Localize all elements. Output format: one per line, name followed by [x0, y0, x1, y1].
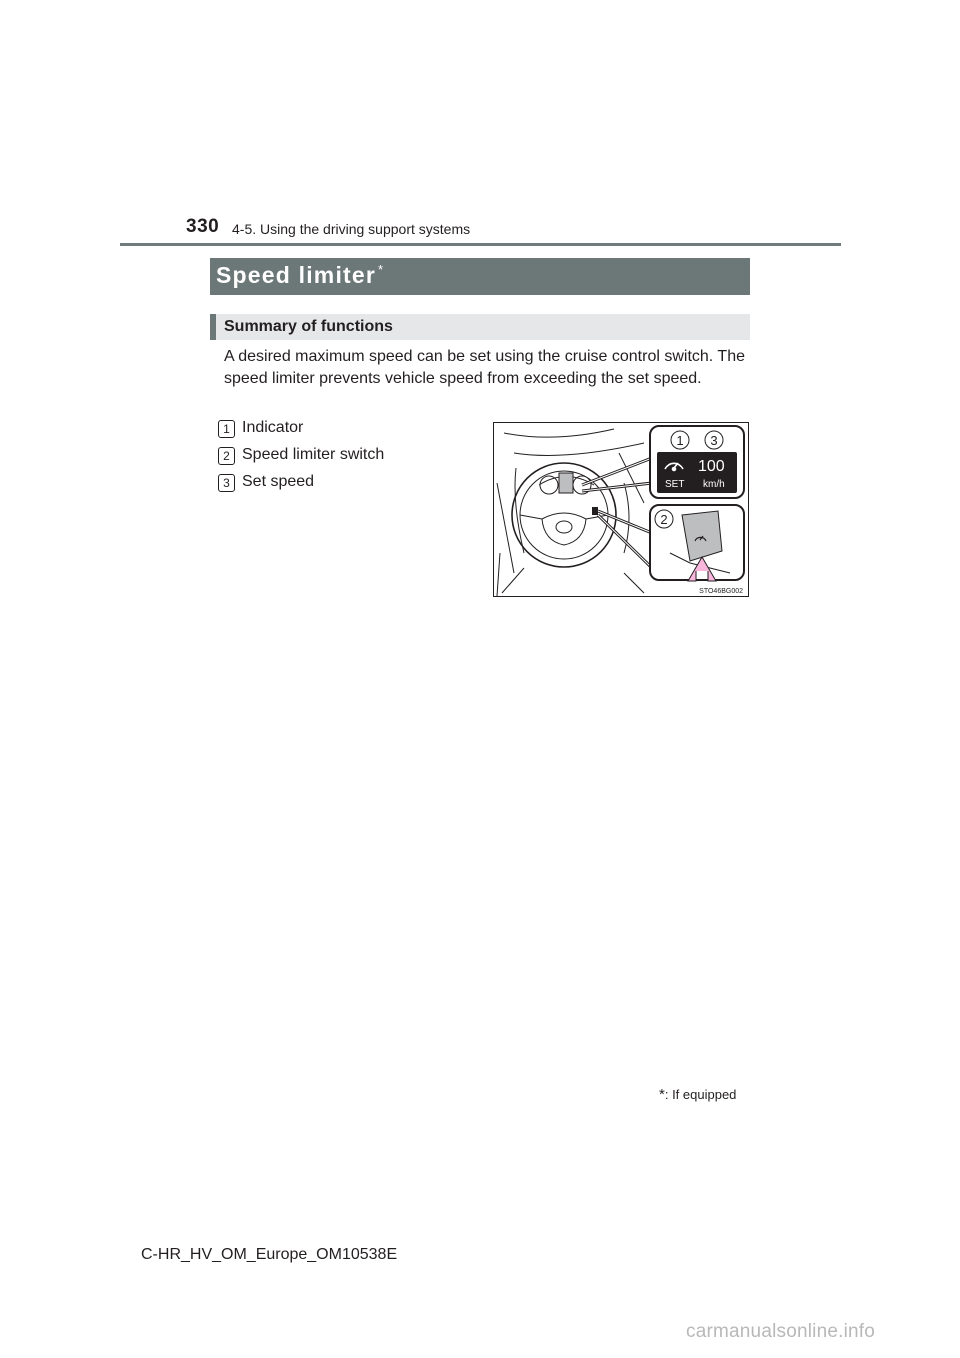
if-equipped-note: [659, 1086, 736, 1103]
header-rule: [120, 243, 841, 246]
document-code: C-HR_HV_OM_Europe_OM10538E: [141, 1246, 398, 1263]
asterisk-icon: *: [659, 1086, 665, 1103]
display-speed-value: 100: [698, 458, 725, 475]
switch-location: [592, 507, 598, 515]
callout-number-3: 3: [710, 433, 718, 448]
callout-number-2: 2: [660, 512, 668, 527]
legend-number: 3: [218, 474, 235, 492]
body-paragraph: A desired maximum speed can be set using the cruise control switch. The speed limiter prevents vehicle speed from exceeding the set speed.: [224, 348, 745, 387]
speed-limiter-illustration: [493, 422, 749, 597]
illustration-drawing: [494, 423, 748, 596]
if-equipped-marker: *: [378, 262, 384, 277]
legend-label: Speed limiter switch: [242, 446, 385, 463]
image-code: STO46BG002: [699, 588, 743, 595]
page-number: 330: [186, 216, 220, 237]
page-title: Speed limiter: [216, 262, 377, 288]
section-header: 4-5. Using the driving support systems: [232, 221, 471, 237]
watermark: carmanualsonline.info: [686, 1321, 876, 1342]
display-set-label: SET: [665, 479, 685, 490]
subsection-accent: [210, 314, 216, 340]
note-text: : If equipped: [664, 1087, 737, 1102]
legend-label: Set speed: [242, 473, 315, 490]
legend-number: 2: [218, 447, 235, 465]
legend-label: Indicator: [242, 419, 304, 436]
legend-number: 1: [218, 420, 235, 438]
display-unit-label: km/h: [703, 479, 725, 490]
callout-number-1: 1: [676, 433, 684, 448]
subsection-heading: Summary of functions: [224, 318, 393, 335]
